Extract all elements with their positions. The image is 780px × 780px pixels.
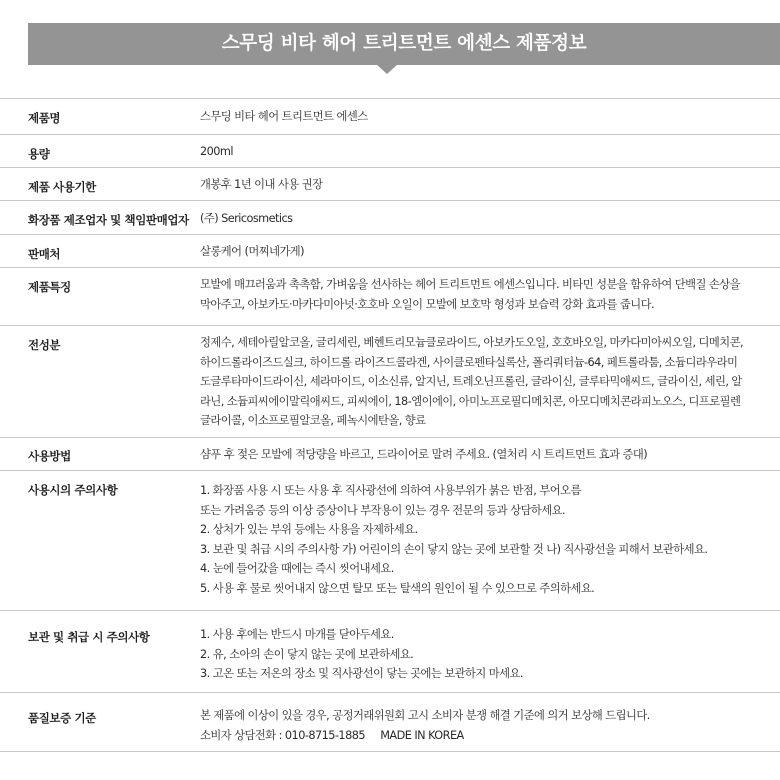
table-row-seller bbox=[0, 234, 780, 267]
row-value: 샴푸 후 젖은 모발에 적당량을 바르고, 드라이어로 말려 주세요. (열처리 시 트리트먼트 효과 증대) bbox=[200, 448, 648, 461]
value-line: 하이드롤라이즈드실크, 하이드롤 라이즈드콜라겐, 사이클로펜타실록산, 폴리쿼터늄-64, 페트롤라툼, 소듐디라우라미 bbox=[200, 355, 738, 369]
value-line: 또는 가려움증 등의 이상 증상이나 부작용이 있는 경우 전문의 등과 상담하세요. bbox=[200, 503, 566, 517]
value-line: 3. 보관 및 취급 시의 주의사항 가) 어린이의 손이 닿지 않는 곳에 보관할 것 나) 직사광선을 피해서 보관하세요. bbox=[200, 542, 708, 556]
table-row-precautions bbox=[0, 470, 780, 610]
row-label: 사용방법 bbox=[28, 449, 71, 463]
table-row-ingredients bbox=[0, 325, 780, 437]
row-value: 개봉후 1년 이내 사용 권장 bbox=[200, 178, 323, 191]
table-row-volume bbox=[0, 134, 780, 167]
row-label: 보관 및 취급 시 주의사항 bbox=[28, 630, 150, 644]
value-line: 2. 유, 소아의 손이 닿지 않는 곳에 보관하세요. bbox=[200, 647, 414, 661]
value-line: 4. 눈에 들어갔을 때에는 즉시 씻어내세요. bbox=[200, 562, 394, 575]
row-value bbox=[200, 333, 778, 431]
row-label: 제품특징 bbox=[28, 280, 71, 294]
table-row-product-name bbox=[0, 98, 780, 134]
table-row-features bbox=[0, 267, 780, 325]
row-label: 제품 사용기한 bbox=[28, 180, 96, 194]
row-value bbox=[200, 706, 778, 745]
table-row-storage bbox=[0, 610, 780, 692]
row-value bbox=[200, 275, 778, 314]
row-value bbox=[200, 625, 778, 684]
table-row-expiry bbox=[0, 167, 780, 200]
row-value: 스무딩 비타 헤어 트리트먼트 에센스 bbox=[200, 110, 368, 123]
value-line: 소비자 상담전화 : 010-8715-1885 MADE IN KOREA bbox=[200, 728, 464, 742]
row-label: 품질보증 기준 bbox=[28, 711, 96, 725]
page-title: 스무딩 비타 헤어 트리트먼트 에센스 제품정보 bbox=[221, 33, 587, 54]
table-row-manufacturer bbox=[0, 200, 780, 234]
row-value: (주) Sericosmetics bbox=[200, 212, 293, 225]
value-line: 정제수, 세테아릴알코올, 글리세린, 베헨트리모늄클로라이드, 아보카도오일, 호호바오일, 마카다미아씨오일, 디메치콘, bbox=[200, 336, 744, 349]
row-label: 제품명 bbox=[28, 111, 61, 125]
row-value: 200ml bbox=[200, 145, 233, 158]
value-line: 5. 사용 후 물로 씻어내지 않으면 탈모 또는 탈색의 원인이 될 수 있으므로 주의하세요. bbox=[200, 581, 595, 595]
value-line: 도글루타마이드라이신, 세라마이드, 이소신류, 알지닌, 트레오닌프롤린, 글라이신, 글루타믹애씨드, 글라이신, 세린, 알 bbox=[200, 375, 742, 388]
row-value: 살롱케어 (머찌네가게) bbox=[200, 245, 305, 258]
value-line: 라닌, 소듐피씨에이말릭애씨드, 피씨에이, 18-엠이에이, 아미노프로필디메치콘, 아모디메치콘라피노오스, 디프로필렌 bbox=[200, 394, 741, 408]
value-line: 3. 고온 또는 저온의 장소 및 직사광선이 닿는 곳에는 보관하지 마세요. bbox=[200, 667, 523, 680]
table-row-quality bbox=[0, 692, 780, 752]
value-line: 1. 사용 후에는 반드시 마개를 닫아두세요. bbox=[200, 628, 394, 641]
row-label: 화장품 제조업자 및 책임판매업자 bbox=[28, 213, 189, 227]
banner-pointer-arrow bbox=[376, 64, 398, 74]
row-label: 판매처 bbox=[28, 247, 61, 261]
value-line: 2. 상처가 있는 부위 등에는 사용을 자제하세요. bbox=[200, 523, 418, 536]
value-line: 본 제품에 이상이 있을 경우, 공정거래위원회 고시 소비자 분쟁 해결 기준에 의거 보상해 드립니다. bbox=[200, 709, 650, 722]
title-banner bbox=[28, 23, 780, 65]
table-row-usage bbox=[0, 437, 780, 470]
value-line: 모발에 매끄러움과 촉촉함, 가벼움을 선사하는 헤어 트리트먼트 에센스입니다. 비타민 성분을 함유하여 단백질 손상을 bbox=[200, 278, 740, 291]
value-line: 1. 화장품 사용 시 또는 사용 후 직사광선에 의하여 사용부위가 붉은 반점, 부어오름 bbox=[200, 484, 581, 497]
row-label: 용량 bbox=[28, 147, 50, 161]
value-line: 막아주고, 아보카도·마카다미아넛·호호바 오일이 모발에 보호막 형성과 보습력 강화 효과를 줍니다. bbox=[200, 297, 655, 311]
row-value bbox=[200, 481, 778, 598]
row-label: 전성분 bbox=[28, 338, 61, 352]
value-line: 글라이콜, 이소프로필알코올, 페녹시에탄올, 향료 bbox=[200, 414, 426, 427]
row-label: 사용시의 주의사항 bbox=[28, 483, 118, 497]
